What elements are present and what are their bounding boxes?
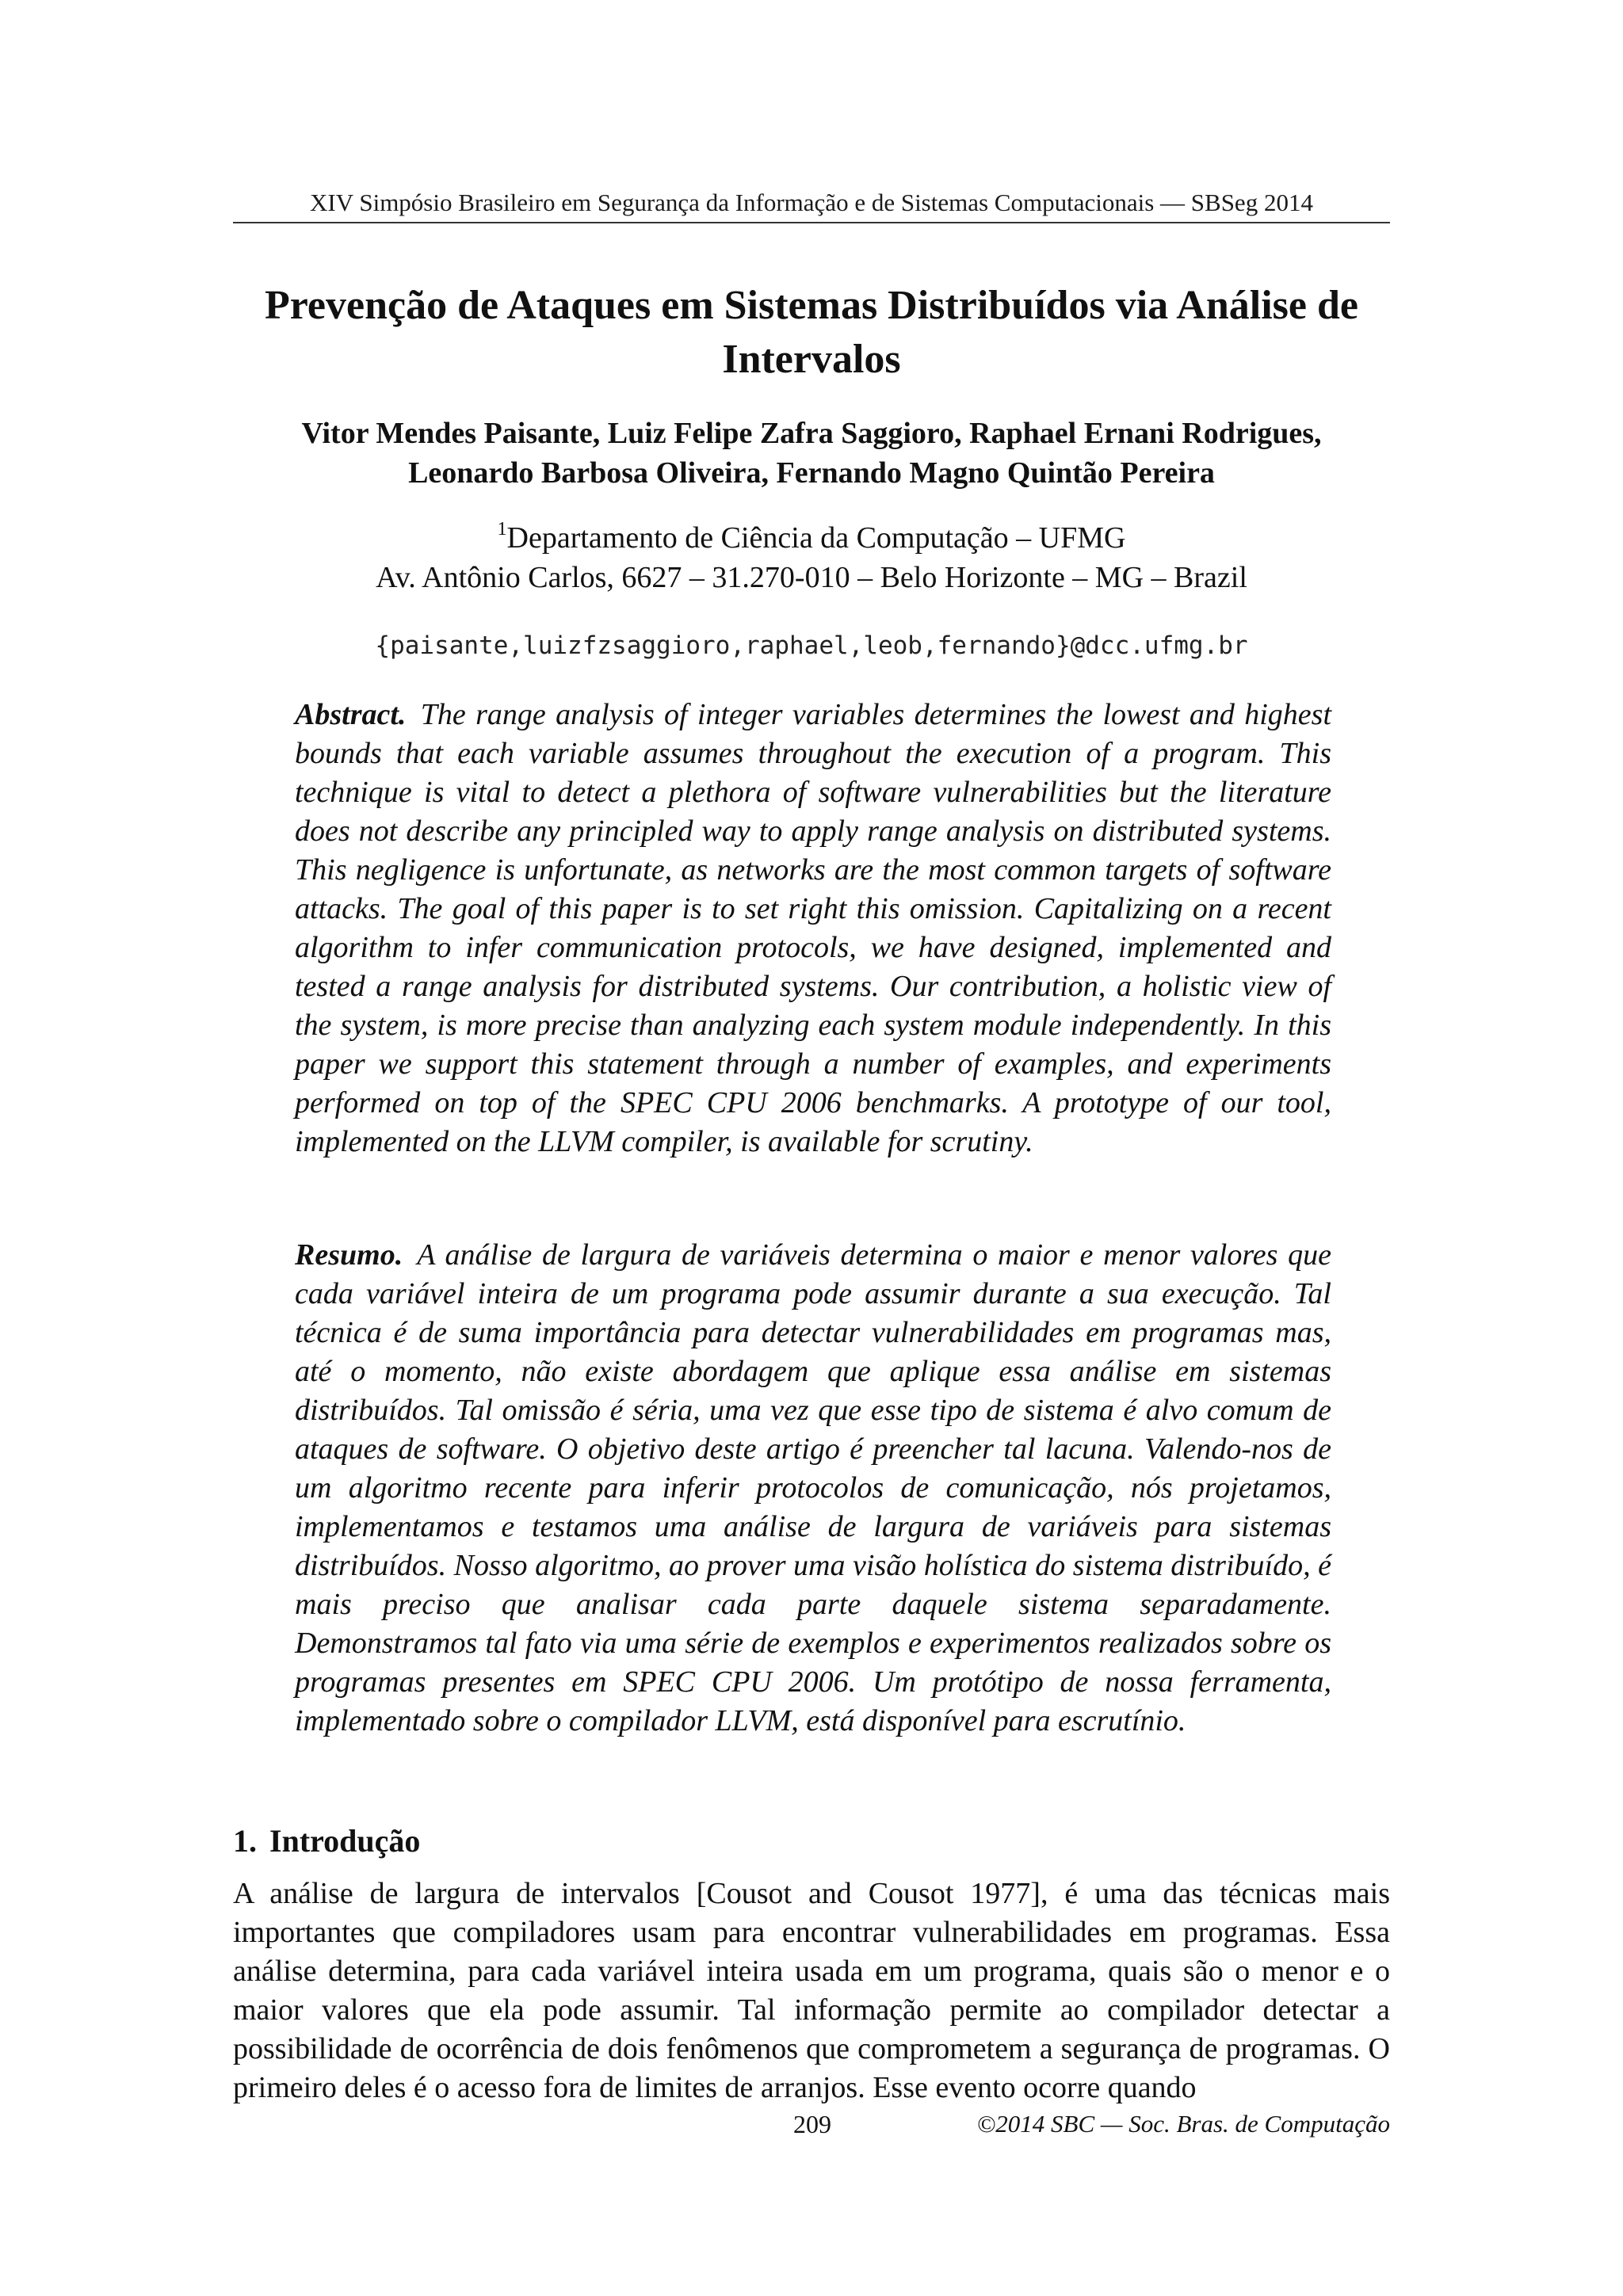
authors-line-2: Leonardo Barbosa Oliveira, Fernando Magno Quintão Pereira: [408, 456, 1215, 490]
section-number: 1.: [233, 1823, 257, 1859]
running-header: XIV Simpósio Brasileiro em Segurança da Informação e de Sistemas Computacionais — SBSeg 2014: [310, 189, 1313, 216]
affiliation: [233, 518, 1390, 597]
resumo: [295, 1236, 1331, 1741]
page-number: 209: [793, 2110, 831, 2138]
paper-title: Prevenção de Ataques em Sistemas Distribuídos via Análise de Intervalos: [265, 283, 1358, 382]
section-heading-introducao: [233, 1821, 420, 1862]
author-list: [233, 414, 1390, 493]
author-emails: {paisante,luizfzsaggioro,raphael,leob,fernando}@dcc.ufmg.br: [375, 631, 1248, 660]
affiliation-address: Av. Antônio Carlos, 6627 – 31.270-010 – Belo Horizonte – MG – Brazil: [376, 561, 1247, 594]
resumo-label: Resumo.: [295, 1238, 403, 1272]
affiliation-mark: 1: [497, 519, 507, 540]
authors-line-1: Vitor Mendes Paisante, Luiz Felipe Zafra Saggioro, Raphael Ernani Rodrigues,: [301, 417, 1322, 450]
abstract-text: The range analysis of integer variables determines the lowest and highest bounds that each variable assumes throughout the execution of a program. This technique is vital to detect a plethora of software vulnerabilities but the literature does not describe any principled way to apply range analysis on distributed systems. This negligence is unfortunate, as networks are the most common targets of software attacks. The goal of this paper is to set right this omission. Capitalizing on a recent algorithm to infer communication protocols, we have designed, implemented and tested a range analysis for distributed systems. Our contribution, a holistic view of the system, is more precise than analyzing each system module independently. In this paper we support this statement through a number of examples, and experiments performed on top of the SPEC CPU 2006 benchmarks. A prototype of our tool, implemented on the LLVM compiler, is available for scrutiny.: [295, 698, 1332, 1158]
affiliation-dept-text: Departamento de Ciência da Computação – UFMG: [506, 521, 1126, 555]
abstract: [295, 696, 1331, 1161]
affiliation-department: [233, 518, 1390, 558]
header-rule: [233, 222, 1390, 223]
intro-paragraph: A análise de largura de intervalos [Cousot and Cousot 1977], é uma das técnicas mais importantes que compiladores usam para encontrar vulnerabilidades em programas. Essa análise determina, para cada variável inteira usada em um programa, quais são o menor e o maior valores que ela pode assumir. Tal informação permite ao compilador detectar a possibilidade de ocorrência de dois fenômenos que comprometem a segurança de programas. O primeiro deles é o acesso fora de limites de arranjos. Esse evento ocorre quando: [233, 1877, 1390, 2104]
copyright-notice: ©2014 SBC — Soc. Bras. de Computação: [976, 2110, 1390, 2138]
abstract-label: Abstract.: [295, 698, 407, 731]
resumo-text: A análise de largura de variáveis determina o maior e menor valores que cada variável inteira de um programa pode assumir durante a sua execução. Tal técnica é de suma importância para detectar vulnerabilidades em programas mas, até o momento, não existe abordagem que aplique essa análise em sistemas distribuídos. Tal omissão é séria, uma vez que esse tipo de sistema é alvo comum de ataques de software. O objetivo deste artigo é preencher tal lacuna. Valendo-nos de um algoritmo recente para inferir protocolos de comunicação, nós projetamos, implementamos e testamos uma análise de largura de variáveis para sistemas distribuídos. Nosso algoritmo, ao prover uma visão holística do sistema distribuído, é mais preciso que analisar cada parte daquele sistema separadamente. Demonstramos tal fato via uma série de exemplos e experimentos realizados sobre os programas presentes em SPEC CPU 2006. Um protótipo de nossa ferramenta, implementado sobre o compilador LLVM, está disponível para escrutínio.: [295, 1238, 1331, 1737]
section-title: Introdução: [269, 1823, 421, 1859]
